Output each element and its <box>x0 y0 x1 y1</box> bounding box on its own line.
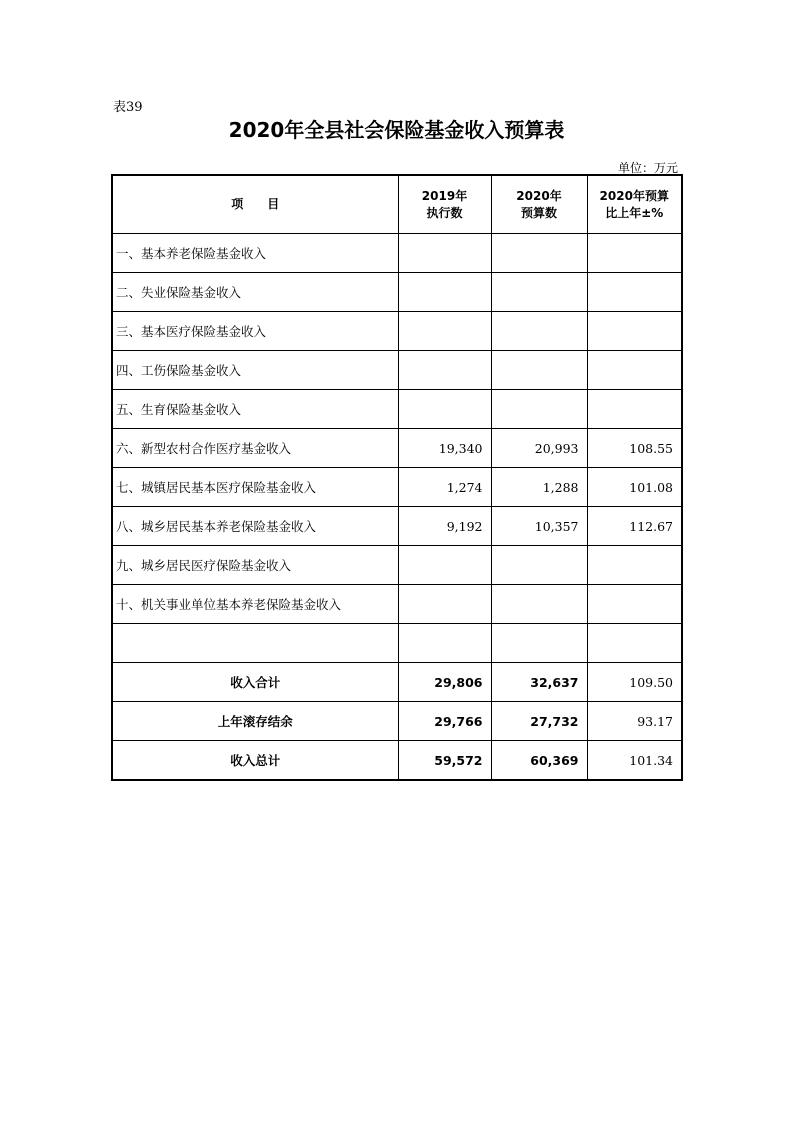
row-2019-value <box>398 312 491 351</box>
row-2019-value: 29,766 <box>398 702 491 741</box>
row-2019-value <box>398 585 491 624</box>
row-change-pct <box>587 546 682 585</box>
row-2019-value <box>398 351 491 390</box>
row-item-label: 八、城乡居民基本养老保险基金收入 <box>112 507 398 546</box>
row-item-label: 六、新型农村合作医疗基金收入 <box>112 429 398 468</box>
table-row <box>112 468 682 507</box>
table-row <box>112 546 682 585</box>
row-2019-value: 19,340 <box>398 429 491 468</box>
row-item-label: 七、城镇居民基本医疗保险基金收入 <box>112 468 398 507</box>
header-2019-line2: 执行数 <box>426 205 463 220</box>
row-2019-value <box>398 624 491 663</box>
row-2020-value: 27,732 <box>491 702 587 741</box>
table-row <box>112 624 682 663</box>
row-item-label: 四、工伤保险基金收入 <box>112 351 398 390</box>
row-change-pct <box>587 624 682 663</box>
row-2020-value: 32,637 <box>491 663 587 702</box>
row-change-pct: 101.08 <box>587 468 682 507</box>
row-change-pct <box>587 312 682 351</box>
row-item-label <box>112 624 398 663</box>
row-change-pct <box>587 390 682 429</box>
table-row <box>112 234 682 273</box>
row-2019-value: 1,274 <box>398 468 491 507</box>
row-change-pct: 101.34 <box>587 741 682 781</box>
row-2020-value <box>491 273 587 312</box>
header-2020-line2: 预算数 <box>520 205 557 220</box>
row-change-pct <box>587 273 682 312</box>
budget-table <box>111 174 683 781</box>
row-2020-value <box>491 585 587 624</box>
table-row <box>112 273 682 312</box>
page-title: 2020年全县社会保险基金收入预算表 <box>228 118 565 142</box>
row-item-label: 十、机关事业单位基本养老保险基金收入 <box>112 585 398 624</box>
row-2020-value <box>491 624 587 663</box>
row-2019-value: 9,192 <box>398 507 491 546</box>
row-change-pct: 108.55 <box>587 429 682 468</box>
row-change-pct: 93.17 <box>587 702 682 741</box>
row-2020-value: 10,357 <box>491 507 587 546</box>
table-row <box>112 585 682 624</box>
row-item-label: 二、失业保险基金收入 <box>112 273 398 312</box>
header-pct-line1: 2020年预算 <box>599 188 669 203</box>
row-2020-value: 1,288 <box>491 468 587 507</box>
row-2020-value <box>491 390 587 429</box>
row-2020-value <box>491 234 587 273</box>
row-item-label: 收入总计 <box>112 741 398 781</box>
header-row <box>112 175 682 234</box>
table-body <box>112 234 682 781</box>
table-row <box>112 429 682 468</box>
row-change-pct: 112.67 <box>587 507 682 546</box>
header-change-pct <box>587 175 682 234</box>
row-2019-value: 59,572 <box>398 741 491 781</box>
row-item-label: 一、基本养老保险基金收入 <box>112 234 398 273</box>
row-change-pct <box>587 351 682 390</box>
row-2020-value: 60,369 <box>491 741 587 781</box>
row-item-label: 三、基本医疗保险基金收入 <box>112 312 398 351</box>
table-number: 表39 <box>113 100 143 115</box>
header-item: 项 目 <box>112 175 398 234</box>
table-row <box>112 312 682 351</box>
total-row <box>112 663 682 702</box>
header-2019-actual <box>398 175 491 234</box>
total-row <box>112 702 682 741</box>
row-2019-value <box>398 273 491 312</box>
row-change-pct: 109.50 <box>587 663 682 702</box>
row-2019-value <box>398 390 491 429</box>
row-item-label: 上年滚存结余 <box>112 702 398 741</box>
row-2019-value <box>398 234 491 273</box>
row-change-pct <box>587 585 682 624</box>
unit-label: 单位：万元 <box>617 161 678 175</box>
row-2019-value <box>398 546 491 585</box>
row-item-label: 九、城乡居民医疗保险基金收入 <box>112 546 398 585</box>
header-2020-line1: 2020年 <box>516 188 562 203</box>
row-item-label: 收入合计 <box>112 663 398 702</box>
row-change-pct <box>587 234 682 273</box>
header-2020-budget <box>491 175 587 234</box>
row-2020-value: 20,993 <box>491 429 587 468</box>
row-2019-value: 29,806 <box>398 663 491 702</box>
header-pct-line2: 比上年±% <box>605 205 664 220</box>
row-2020-value <box>491 312 587 351</box>
table-row <box>112 507 682 546</box>
header-2019-line1: 2019年 <box>421 188 468 203</box>
table-row <box>112 351 682 390</box>
total-row <box>112 741 682 781</box>
row-2020-value <box>491 546 587 585</box>
row-2020-value <box>491 351 587 390</box>
row-item-label: 五、生育保险基金收入 <box>112 390 398 429</box>
table-row <box>112 390 682 429</box>
